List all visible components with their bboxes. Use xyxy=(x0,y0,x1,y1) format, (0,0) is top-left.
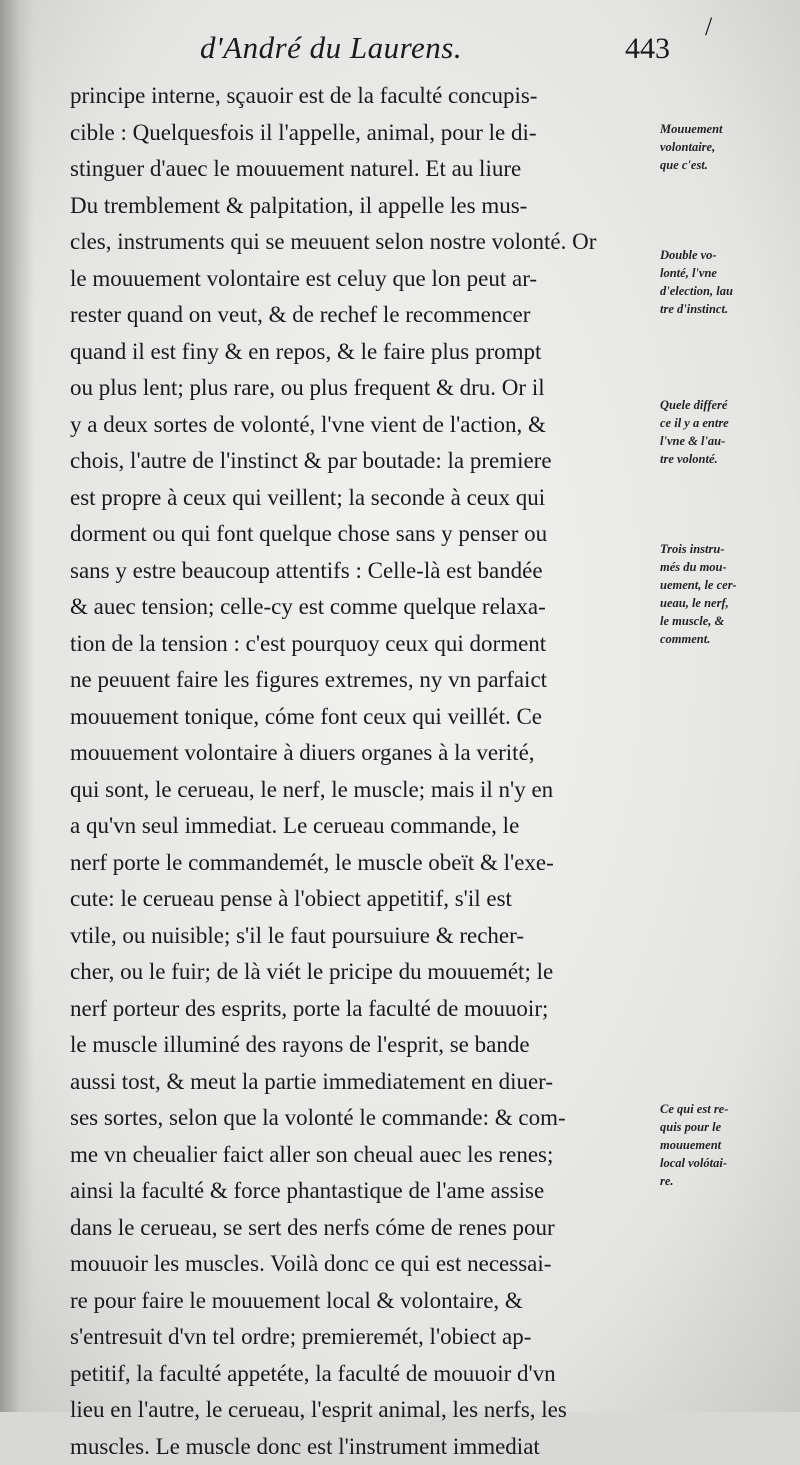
binding-gutter xyxy=(0,0,34,1412)
running-title: d'André du Laurens. xyxy=(200,30,462,66)
text-line: nerf porteur des esprits, porte la faculté de mouuoir; xyxy=(70,991,668,1028)
margin-note-line: ueau, le nerf, xyxy=(660,594,795,612)
margin-note-line: que c'est. xyxy=(660,156,795,174)
margin-note-line: quis pour le xyxy=(660,1118,795,1136)
text-line: qui sont, le cerueau, le nerf, le muscle; mais il n'y en xyxy=(70,772,668,809)
text-line: ne peuuent faire les figures extremes, ny vn parfaict xyxy=(70,662,668,699)
margin-note-line: tre volonté. xyxy=(660,450,795,468)
text-line: a qu'vn seul immediat. Le cerueau commande, le xyxy=(70,808,668,845)
text-line: petitif, la faculté appetéte, la faculté de mouuoir d'vn xyxy=(70,1356,668,1393)
margin-note-line: uement, le cer- xyxy=(660,576,795,594)
margin-note xyxy=(660,120,795,174)
corner-mark: / xyxy=(705,12,712,42)
text-line: ses sortes, selon que la volonté le commande: & com- xyxy=(70,1100,668,1137)
text-line: s'entresuit d'vn tel ordre; premieremét, l'obiect ap- xyxy=(70,1319,668,1356)
margin-note-line: volontaire, xyxy=(660,138,795,156)
text-line: y a deux sortes de volonté, l'vne vient de l'action, & xyxy=(70,407,668,444)
margin-note xyxy=(660,246,795,318)
text-line: ainsi la faculté & force phantastique de l'ame assise xyxy=(70,1173,668,1210)
margin-note-line: Double vo- xyxy=(660,246,795,264)
text-line: nerf porte le commandemét, le muscle obeït & l'exe- xyxy=(70,845,668,882)
text-line: ou plus lent; plus rare, ou plus frequent & dru. Or il xyxy=(70,370,668,407)
margin-note-line: d'election, lau xyxy=(660,282,795,300)
text-line: lieu en l'autre, le cerueau, l'esprit animal, les nerfs, les xyxy=(70,1392,668,1429)
margin-note xyxy=(660,1100,795,1190)
text-line: tion de la tension : c'est pourquoy ceux qui dorment xyxy=(70,626,668,663)
text-line: dans le cerueau, se sert des nerfs cóme de renes pour xyxy=(70,1210,668,1247)
margin-note-line: mouuement xyxy=(660,1136,795,1154)
text-line: le muscle illuminé des rayons de l'esprit, se bande xyxy=(70,1027,668,1064)
text-line: muscles. Le muscle donc est l'instrument immediat xyxy=(70,1429,668,1465)
text-line: cible : Quelquesfois il l'appelle, animal, pour le di- xyxy=(70,115,668,152)
margin-note-line: més du mou- xyxy=(660,558,795,576)
margin-note-line: ce il y a entre xyxy=(660,414,795,432)
margin-note-line: l'vne & l'au- xyxy=(660,432,795,450)
text-line: cute: le cerueau pense à l'obiect appetitif, s'il est xyxy=(70,881,668,918)
text-line: quand il est finy & en repos, & le faire plus prompt xyxy=(70,334,668,371)
text-line: principe interne, sçauoir est de la faculté concupis- xyxy=(70,78,668,115)
text-line: Du tremblement & palpitation, il appelle les mus- xyxy=(70,188,668,225)
margin-note-line: lonté, l'vne xyxy=(660,264,795,282)
text-line: est propre à ceux qui veillent; la seconde à ceux qui xyxy=(70,480,668,517)
margin-note-line: Mouuement xyxy=(660,120,795,138)
margin-note-line: le muscle, & xyxy=(660,612,795,630)
text-line: cles, instruments qui se meuuent selon nostre volonté. Or xyxy=(70,224,668,261)
text-line: le mouuement volontaire est celuy que lon peut ar- xyxy=(70,261,668,298)
text-line: cher, ou le fuir; de là viét le pricipe du mouuemét; le xyxy=(70,954,668,991)
text-line: me vn cheualier faict aller son cheual auec les renes; xyxy=(70,1137,668,1174)
text-line: mouuement volontaire à diuers organes à la verité, xyxy=(70,735,668,772)
margin-note-line: local volótai- xyxy=(660,1154,795,1172)
text-line: dorment ou qui font quelque chose sans y penser ou xyxy=(70,516,668,553)
text-line: stinguer d'auec le mouuement naturel. Et au liure xyxy=(70,151,668,188)
body-text xyxy=(70,78,668,1465)
text-line: mouuoir les muscles. Voilà donc ce qui est necessai- xyxy=(70,1246,668,1283)
margin-note-line: comment. xyxy=(660,630,795,648)
margin-note-line: Ce qui est re- xyxy=(660,1100,795,1118)
margin-note xyxy=(660,396,795,468)
text-line: mouuement tonique, cóme font ceux qui veillét. Ce xyxy=(70,699,668,736)
margin-note-line: Quele differé xyxy=(660,396,795,414)
text-line: chois, l'autre de l'instinct & par boutade: la premiere xyxy=(70,443,668,480)
margin-note-line: tre d'instinct. xyxy=(660,300,795,318)
margin-note-line: Trois instru- xyxy=(660,540,795,558)
margin-notes xyxy=(660,0,800,1412)
text-line: rester quand on veut, & de rechef le recommencer xyxy=(70,297,668,334)
margin-note xyxy=(660,540,795,648)
text-line: aussi tost, & meut la partie immediatement en diuer- xyxy=(70,1064,668,1101)
page-number: 443 xyxy=(625,32,670,66)
text-line: & auec tension; celle-cy est comme quelque relaxa- xyxy=(70,589,668,626)
page-header xyxy=(200,30,670,80)
margin-note-line: re. xyxy=(660,1172,795,1190)
text-line: vtile, ou nuisible; s'il le faut poursuiure & recher- xyxy=(70,918,668,955)
text-line: sans y estre beaucoup attentifs : Celle-là est bandée xyxy=(70,553,668,590)
text-line: re pour faire le mouuement local & volontaire, & xyxy=(70,1283,668,1320)
